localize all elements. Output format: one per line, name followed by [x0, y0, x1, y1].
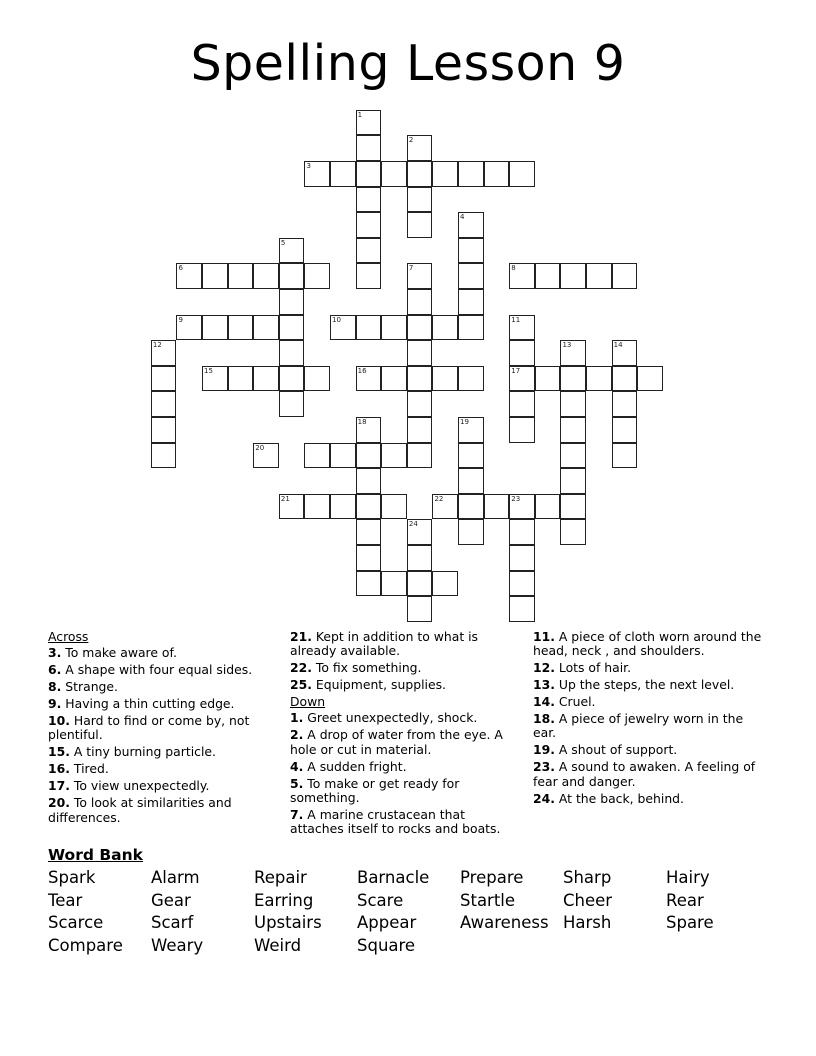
word-bank-item: Scare [357, 890, 404, 910]
grid-cell[interactable] [458, 417, 484, 443]
grid-cell[interactable] [407, 263, 433, 289]
grid-cell[interactable] [356, 519, 382, 545]
grid-cell[interactable] [509, 315, 535, 341]
across-clue [290, 678, 522, 692]
across-clue [48, 779, 280, 793]
clue-text: To make or get ready for something. [290, 775, 460, 805]
down-clue [533, 695, 768, 709]
grid-cell[interactable] [509, 494, 535, 520]
across-clue [48, 745, 280, 759]
down-clue [290, 808, 522, 836]
grid-cell[interactable] [381, 161, 407, 187]
across-clue [48, 697, 280, 711]
grid-cell[interactable] [612, 366, 638, 392]
grid-cell[interactable] [253, 315, 279, 341]
grid-cell[interactable] [356, 135, 382, 161]
grid-cell[interactable] [330, 443, 356, 469]
grid-cell[interactable] [509, 596, 535, 622]
word-bank-item: Harsh [563, 913, 612, 933]
word-bank-item: Hairy [666, 868, 710, 887]
grid-cell[interactable] [458, 494, 484, 520]
clues-column-3 [533, 630, 768, 809]
down-clue [533, 678, 768, 692]
down-clue [533, 661, 768, 675]
clue-number-label: 22. [290, 660, 312, 676]
grid-cell[interactable] [304, 443, 330, 469]
grid-cell[interactable] [381, 494, 407, 520]
clue-text: Kept in addition to what is already available. [290, 629, 479, 659]
clue-number-label: 15. [48, 744, 70, 760]
grid-cell[interactable] [407, 571, 433, 597]
across-clue [290, 630, 522, 658]
clue-text: A shout of support. [554, 742, 678, 758]
across-clue [48, 680, 280, 694]
clues-column-2 [290, 630, 522, 839]
grid-cell[interactable] [407, 417, 433, 443]
grid-cell[interactable] [560, 417, 586, 443]
grid-cell[interactable] [202, 263, 228, 289]
grid-cell[interactable] [612, 391, 638, 417]
grid-cell[interactable] [560, 263, 586, 289]
clue-text: Equipment, supplies. [311, 677, 446, 693]
clue-number: 5 [280, 238, 286, 247]
grid-cell[interactable] [151, 443, 177, 469]
grid-cell[interactable] [560, 494, 586, 520]
across-clue [48, 762, 280, 776]
grid-cell[interactable] [458, 161, 484, 187]
grid-cell[interactable] [356, 571, 382, 597]
clue-text: Tired. [69, 761, 109, 777]
grid-cell[interactable] [304, 494, 330, 520]
grid-cell[interactable] [586, 263, 612, 289]
grid-cell[interactable] [458, 366, 484, 392]
grid-cell[interactable] [356, 468, 382, 494]
across-clue [48, 796, 280, 824]
grid-cell[interactable] [509, 161, 535, 187]
grid-cell[interactable] [458, 212, 484, 238]
clue-number: 4 [460, 213, 465, 222]
down-clue [290, 711, 522, 725]
clue-number: 8 [511, 264, 516, 273]
clue-number: 9 [178, 315, 183, 324]
grid-cell[interactable] [586, 366, 612, 392]
clue-number-label: 21. [290, 629, 312, 644]
grid-cell[interactable] [637, 366, 663, 392]
clue-number: 19 [460, 418, 469, 427]
grid-cell[interactable] [356, 494, 382, 520]
grid-cell[interactable] [407, 340, 433, 366]
grid-cell[interactable] [509, 519, 535, 545]
word-bank-item: Spare [666, 913, 714, 933]
clue-number: 14 [613, 341, 623, 350]
grid-cell[interactable] [458, 443, 484, 469]
grid-cell[interactable] [176, 315, 202, 341]
clue-number: 7 [408, 264, 414, 273]
grid-cell[interactable] [279, 340, 305, 366]
down-heading: Down [290, 694, 326, 710]
grid-cell[interactable] [356, 187, 382, 213]
word-bank-item: Weird [254, 935, 302, 955]
down-clue [290, 777, 522, 805]
grid-cell[interactable] [458, 315, 484, 341]
clue-number: 20 [255, 443, 265, 452]
grid-cell[interactable] [407, 443, 433, 469]
grid-cell[interactable] [612, 417, 638, 443]
grid-cell[interactable] [330, 494, 356, 520]
word-bank-item: Startle [460, 890, 516, 910]
across-clue [48, 663, 280, 677]
clue-number-label: 1. [290, 710, 304, 726]
grid-cell[interactable] [560, 519, 586, 545]
word-bank-item: Weary [151, 935, 204, 955]
clue-number-label: 10. [48, 713, 70, 729]
grid-cell[interactable] [407, 315, 433, 341]
clue-number-label: 9. [48, 696, 62, 712]
grid-cell[interactable] [356, 110, 382, 136]
clue-text: Greet unexpectedly, shock. [303, 710, 478, 726]
word-bank-item: Upstairs [254, 913, 322, 933]
grid-cell[interactable] [535, 263, 561, 289]
clue-text: A piece of jewelry worn in the ear. [533, 711, 744, 741]
grid-cell[interactable] [381, 315, 407, 341]
grid-cell[interactable] [407, 187, 433, 213]
clue-number: 13 [562, 341, 572, 350]
grid-cell[interactable] [151, 366, 177, 392]
grid-cell[interactable] [509, 391, 535, 417]
grid-cell[interactable] [432, 161, 458, 187]
grid-cell[interactable] [407, 289, 433, 315]
grid-cell[interactable] [560, 443, 586, 469]
clue-number-label: 23. [533, 759, 555, 775]
clue-number-label: 3. [48, 645, 62, 661]
word-bank-item: Compare [48, 935, 123, 955]
grid-cell[interactable] [356, 366, 382, 392]
down-clue [533, 712, 768, 740]
clue-number-label: 2. [290, 727, 304, 743]
down-clue [533, 792, 768, 806]
grid-cell[interactable] [407, 366, 433, 392]
grid-cell[interactable] [560, 391, 586, 417]
clue-text: Up the steps, the next level. [554, 677, 735, 693]
clue-text: Strange. [61, 679, 118, 695]
clue-number: 15 [204, 366, 213, 375]
grid-cell[interactable] [381, 571, 407, 597]
clue-text: A drop of water from the eye. A hole or cut in material. [290, 727, 503, 757]
word-bank-item: Square [357, 935, 416, 955]
word-bank-item: Sharp [563, 868, 612, 887]
grid-cell[interactable] [356, 443, 382, 469]
across-heading: Across [48, 629, 89, 644]
clue-number: 3 [306, 162, 311, 171]
grid-cell[interactable] [458, 289, 484, 315]
clue-number: 17 [511, 366, 521, 375]
clue-number: 1 [357, 110, 363, 119]
clue-number-label: 25. [290, 677, 312, 693]
grid-cell[interactable] [381, 443, 407, 469]
clue-number-label: 20. [48, 795, 70, 811]
clue-number-label: 5. [290, 775, 304, 791]
clue-text: To look at similarities and differences. [48, 795, 232, 825]
grid-cell[interactable] [407, 212, 433, 238]
across-clue [48, 646, 280, 660]
word-bank-item: Barnacle [357, 868, 430, 887]
grid-cell[interactable] [432, 366, 458, 392]
grid-cell[interactable] [509, 263, 535, 289]
clue-number-label: 4. [290, 758, 304, 774]
word-bank-item: Gear [151, 890, 191, 910]
word-bank-item: Scarf [151, 913, 194, 933]
word-bank-item: Cheer [563, 890, 613, 910]
word-bank-item: Rear [666, 890, 704, 910]
grid-cell[interactable] [458, 238, 484, 264]
grid-cell[interactable] [407, 596, 433, 622]
grid-cell[interactable] [407, 391, 433, 417]
clue-text: A sudden fright. [303, 758, 407, 774]
grid-cell[interactable] [253, 366, 279, 392]
grid-cell[interactable] [279, 315, 305, 341]
grid-cell[interactable] [228, 366, 254, 392]
clue-number-label: 12. [533, 660, 555, 676]
grid-cell[interactable] [356, 263, 382, 289]
grid-cell[interactable] [458, 468, 484, 494]
grid-cell[interactable] [151, 340, 177, 366]
grid-cell[interactable] [356, 545, 382, 571]
down-clue [290, 760, 522, 774]
grid-cell[interactable] [202, 315, 228, 341]
clue-number: 16 [357, 366, 367, 375]
across-clue [290, 661, 522, 675]
grid-cell[interactable] [432, 494, 458, 520]
grid-cell[interactable] [381, 366, 407, 392]
grid-cell[interactable] [330, 161, 356, 187]
grid-cell[interactable] [432, 315, 458, 341]
grid-cell[interactable] [279, 391, 305, 417]
clue-number-label: 19. [533, 742, 555, 758]
grid-cell[interactable] [560, 366, 586, 392]
clue-number: 18 [357, 418, 367, 427]
grid-cell[interactable] [509, 571, 535, 597]
word-bank-item: Spark [48, 868, 96, 887]
clue-number-label: 8. [48, 679, 62, 695]
clue-number: 23 [511, 494, 521, 503]
word-bank-item: Repair [254, 868, 307, 887]
clue-number-label: 17. [48, 778, 70, 794]
word-bank-item: Tear [48, 890, 83, 910]
grid-cell[interactable] [304, 366, 330, 392]
clue-number-label: 7. [290, 806, 304, 822]
clue-text: A sound to awaken. A feeling of fear and danger. [533, 759, 756, 789]
grid-cell[interactable] [304, 161, 330, 187]
clue-text: Lots of hair. [554, 660, 632, 676]
grid-cell[interactable] [560, 340, 586, 366]
clue-number: 2 [408, 136, 414, 145]
clue-number-label: 14. [533, 694, 555, 710]
grid-cell[interactable] [279, 238, 305, 264]
grid-cell[interactable] [407, 135, 433, 161]
grid-cell[interactable] [407, 545, 433, 571]
grid-cell[interactable] [228, 315, 254, 341]
grid-cell[interactable] [176, 263, 202, 289]
grid-cell[interactable] [407, 519, 433, 545]
grid-cell[interactable] [484, 494, 510, 520]
grid-cell[interactable] [535, 366, 561, 392]
grid-cell[interactable] [458, 519, 484, 545]
clue-number-label: 6. [48, 662, 62, 678]
grid-cell[interactable] [612, 443, 638, 469]
down-clue [533, 760, 768, 788]
grid-cell[interactable] [356, 315, 382, 341]
grid-cell[interactable] [356, 238, 382, 264]
word-bank-item: Prepare [460, 868, 524, 887]
word-bank-item: Scarce [48, 913, 104, 933]
clue-text: To fix something. [311, 660, 422, 676]
clue-number: 22 [434, 494, 444, 503]
clue-number: 21 [280, 494, 290, 503]
grid-cell[interactable] [509, 417, 535, 443]
grid-cell[interactable] [304, 263, 330, 289]
grid-cell[interactable] [279, 289, 305, 315]
across-clue [48, 714, 280, 742]
grid-cell[interactable] [484, 161, 510, 187]
clue-number: 6 [178, 264, 183, 273]
word-bank [48, 867, 769, 957]
down-clue [533, 630, 768, 658]
grid-cell[interactable] [612, 263, 638, 289]
clue-number-label: 18. [533, 711, 555, 727]
clue-number-label: 11. [533, 629, 555, 644]
grid-cell[interactable] [253, 263, 279, 289]
page-title: Spelling Lesson 9 [190, 35, 626, 92]
clue-number: 24 [408, 520, 418, 529]
word-bank-item: Awareness [460, 913, 549, 933]
clue-text: A marine crustacean that attaches itself to rocks and boats. [290, 806, 501, 837]
grid-cell[interactable] [535, 494, 561, 520]
word-bank-item: Appear [357, 913, 417, 933]
grid-cell[interactable] [356, 161, 382, 187]
grid-cell[interactable] [228, 263, 254, 289]
grid-cell[interactable] [279, 366, 305, 392]
grid-cell[interactable] [151, 391, 177, 417]
clue-number: 11 [511, 315, 521, 324]
grid-cell[interactable] [560, 468, 586, 494]
grid-cell[interactable] [279, 494, 305, 520]
clue-text: Hard to find or come by, not plentiful. [48, 713, 250, 743]
clue-number-label: 16. [48, 761, 70, 777]
clue-number: 12 [152, 341, 162, 350]
grid-cell[interactable] [407, 161, 433, 187]
clue-number-label: 13. [533, 677, 555, 693]
clue-number: 10 [332, 315, 341, 324]
grid-cell[interactable] [432, 571, 458, 597]
grid-cell[interactable] [202, 366, 228, 392]
clue-text: A tiny burning particle. [69, 744, 216, 760]
clue-text: A shape with four equal sides. [61, 662, 253, 678]
clue-number-label: 24. [533, 790, 555, 806]
grid-cell[interactable] [151, 417, 177, 443]
down-clue [533, 743, 768, 757]
clue-text: Cruel. [554, 694, 596, 710]
grid-cell[interactable] [509, 340, 535, 366]
clue-text: To make aware of. [61, 645, 177, 661]
word-bank-heading: Word Bank [48, 846, 143, 864]
clue-text: At the back, behind. [554, 790, 684, 806]
grid-cell[interactable] [279, 263, 305, 289]
grid-cell[interactable] [253, 443, 279, 469]
grid-cell[interactable] [356, 417, 382, 443]
clue-text: A piece of cloth worn around the head, neck , and shoulders. [533, 629, 762, 659]
word-bank-item: Alarm [151, 868, 200, 887]
grid-cell[interactable] [356, 212, 382, 238]
grid-cell[interactable] [458, 263, 484, 289]
grid-cell[interactable] [612, 340, 638, 366]
word-bank-item: Earring [254, 890, 314, 910]
grid-cell[interactable] [330, 315, 356, 341]
down-clue [290, 728, 522, 756]
clues-column-1 [48, 630, 280, 828]
grid-cell[interactable] [509, 366, 535, 392]
grid-cell[interactable] [509, 545, 535, 571]
clue-text: To view unexpectedly. [69, 778, 210, 794]
clue-text: Having a thin cutting edge. [61, 696, 235, 712]
